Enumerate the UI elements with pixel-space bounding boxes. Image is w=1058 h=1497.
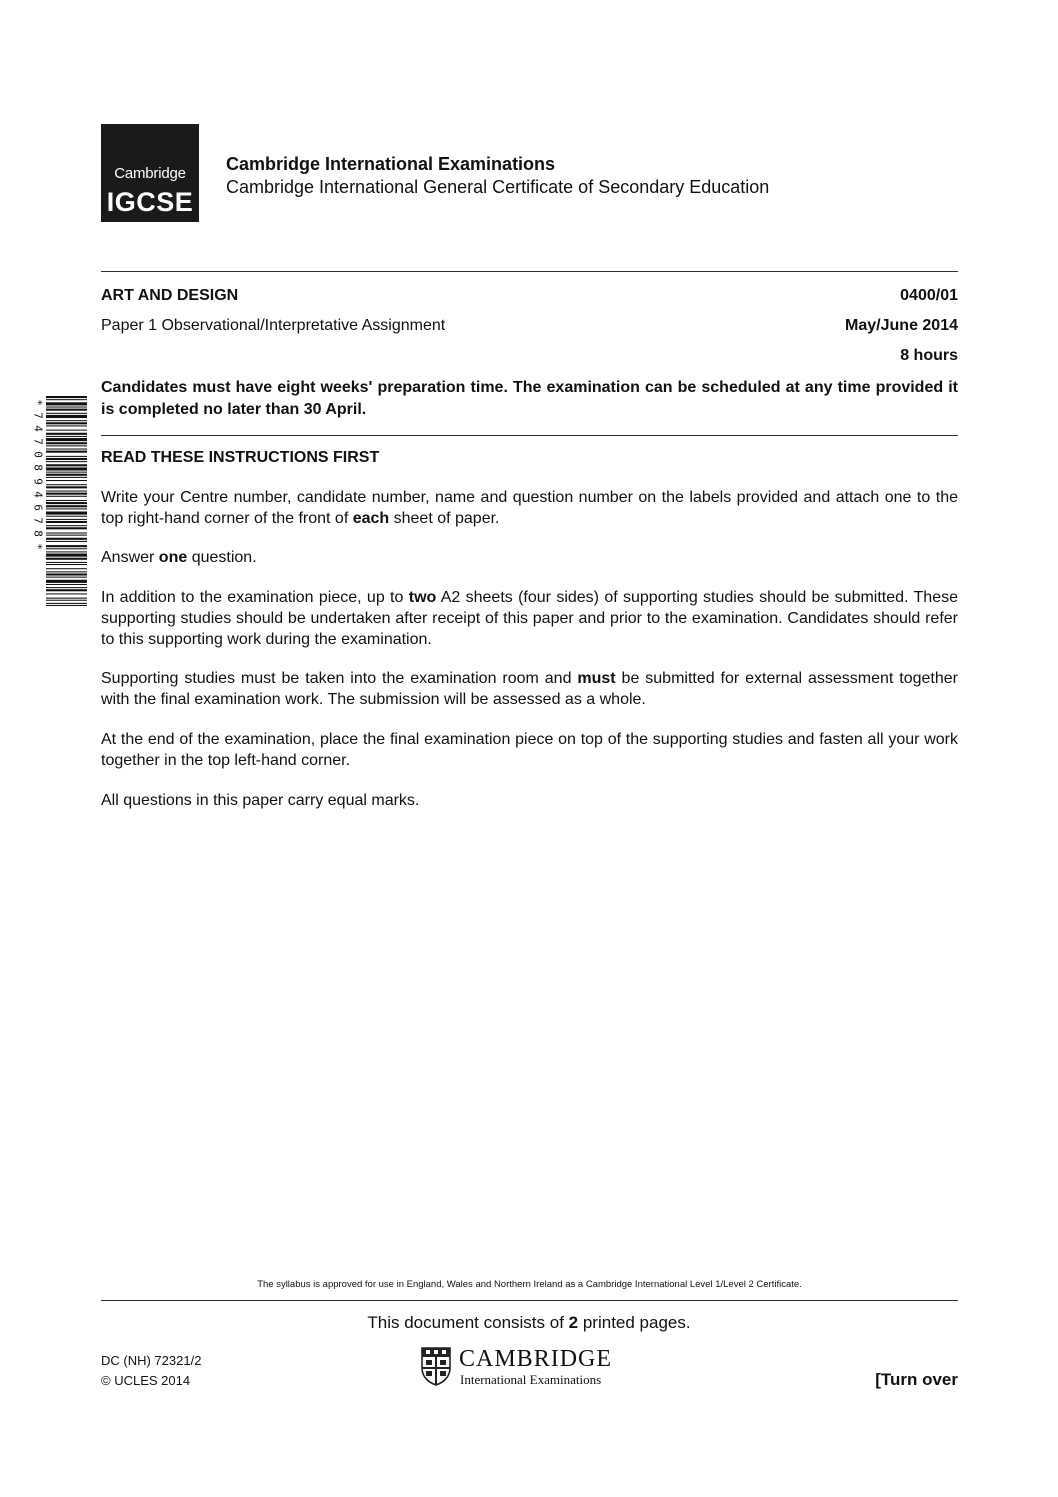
instruction-emphasis: one <box>158 549 188 566</box>
instruction-fasten: At the end of the examination, place the final examination piece on top of the supporting studies and fasten all your work together in the top left-hand corner. <box>101 731 958 769</box>
instruction-marks: All questions in this paper carry equal marks. <box>101 792 420 809</box>
barcode-bar <box>46 564 87 565</box>
barcode-bar <box>46 554 87 557</box>
barcode-bar <box>46 474 87 476</box>
instruction-labels <box>101 487 958 529</box>
barcode-bar <box>46 396 87 398</box>
barcode-bar <box>46 580 87 583</box>
barcode-bar <box>46 568 87 569</box>
barcode-digit: * <box>31 543 45 550</box>
barcode-bar <box>46 458 87 460</box>
instruction-text: Supporting studies must be taken into the examination room and <box>101 670 578 687</box>
barcode-digit: 8 <box>31 530 45 537</box>
document-code: DC (NH) 72321/2 <box>101 1353 202 1368</box>
barcode-bar <box>46 584 87 585</box>
turn-over: [Turn over <box>875 1370 958 1389</box>
page-count-number: 2 <box>568 1313 579 1332</box>
barcode-bar <box>46 484 87 485</box>
cambridge-wordmark-sub: International Examinations <box>460 1372 602 1387</box>
instruction-text: Write your Centre number, candidate number, name and question number on the labels provided and attach one to the top right-hand corner of the front of <box>101 489 958 527</box>
barcode-digit: 4 <box>31 490 45 498</box>
barcode-bar <box>46 445 87 446</box>
barcode-bar <box>46 420 87 421</box>
barcode-bar <box>46 519 87 520</box>
instruction-text: be submitted for external assessment together with the final examination work. The submission will be assessed as a whole. <box>101 670 958 708</box>
logo-big-text: IGCSE <box>106 187 194 217</box>
instruction-supporting-studies <box>101 587 958 650</box>
crest-icon <box>420 1346 452 1386</box>
barcode-bar <box>46 525 87 526</box>
barcode-bar <box>46 512 87 515</box>
barcode-bar <box>46 551 87 552</box>
barcode-bar <box>46 451 87 453</box>
barcode-bar <box>46 587 87 588</box>
barcode-bar <box>46 527 87 529</box>
barcode-bar <box>46 409 87 411</box>
barcode-digit: 8 <box>31 464 45 472</box>
barcode-bar <box>46 486 87 488</box>
barcode-bar <box>46 600 87 601</box>
barcode-bar <box>46 399 87 400</box>
syllabus-note: The syllabus is approved for use in England, Wales and Northern Ireland as a Cambridge International Level 1/Level 2 Certificate. <box>257 1279 802 1290</box>
barcode-bar <box>46 562 87 563</box>
paper-code: 0400/01 <box>900 287 958 304</box>
barcode-bar <box>46 538 87 540</box>
exam-duration: 8 hours <box>900 347 958 364</box>
barcode-bar <box>46 461 87 462</box>
barcode-digit: 4 <box>31 425 45 433</box>
barcode-bar <box>46 589 87 591</box>
barcode-bar <box>46 480 87 481</box>
footer-divider <box>101 1300 958 1301</box>
barcode-bar <box>46 456 87 457</box>
barcode-bar <box>46 558 87 560</box>
barcode-bar <box>46 535 87 536</box>
instruction-text: In addition to the examination piece, up to <box>101 589 409 606</box>
subject-title: ART AND DESIGN <box>101 287 239 304</box>
instructions-heading: READ THESE INSTRUCTIONS FIRST <box>101 449 380 466</box>
exam-session: May/June 2014 <box>845 317 958 334</box>
barcode-digit: 6 <box>31 503 45 511</box>
barcode-digit: 9 <box>31 477 45 485</box>
barcode-bar <box>46 402 87 405</box>
instruction-text: sheet of paper. <box>389 510 500 527</box>
instruction-text: A2 sheets (four sides) of supporting studies should be submitted. These supporting studies should be undertaken after receipt of this paper and prior to the examination. Candidates should refer to this supporting work during the examination. <box>101 589 959 648</box>
page-count-text: This document consists of <box>367 1313 569 1332</box>
instruction-text: question. <box>187 549 257 566</box>
barcode-bar <box>46 521 87 523</box>
page-count-text: printed pages. <box>578 1313 691 1332</box>
instruction-text: Answer <box>101 549 159 566</box>
barcode-bar <box>46 422 87 424</box>
barcode-digit: 7 <box>31 438 45 446</box>
barcode-bars <box>46 396 87 606</box>
qualification-name: Cambridge International General Certificate of Secondary Education <box>226 177 770 197</box>
barcode-bar <box>46 603 87 604</box>
logo-small-text: Cambridge <box>114 165 186 182</box>
barcode-bar <box>46 472 87 473</box>
barcode-bar <box>46 493 87 495</box>
barcode-bar <box>46 464 87 466</box>
barcode-bar <box>46 430 87 431</box>
cambridge-igcse-logo <box>101 124 199 222</box>
copyright: © UCLES 2014 <box>101 1373 191 1388</box>
barcode-digit: 7 <box>31 517 45 524</box>
page-count-note <box>0 1313 1058 1333</box>
barcode-bar <box>46 425 87 426</box>
barcode-bar <box>46 505 87 507</box>
top-divider <box>101 271 958 272</box>
barcode-bar <box>46 577 87 578</box>
barcode-bar <box>46 449 87 450</box>
barcode-bar <box>46 545 87 547</box>
barcode-digits <box>31 396 45 606</box>
barcode-bar <box>46 467 87 470</box>
barcode-bar <box>46 548 87 549</box>
barcode-bar <box>46 605 87 606</box>
barcode-bar <box>46 502 87 504</box>
barcode-bar <box>46 407 87 408</box>
barcode-bar <box>46 477 87 478</box>
barcode-bar <box>46 442 87 444</box>
barcode-bar <box>46 491 87 492</box>
preparation-notice: Candidates must have eight weeks' preparation time. The examination can be scheduled at any time provided it is completed no later than 30 April. <box>101 379 958 418</box>
barcode-bar <box>46 438 87 441</box>
barcode-bar <box>46 593 87 594</box>
barcode-bar <box>46 436 87 437</box>
barcode-digit: 0 <box>31 451 45 459</box>
instructions-divider <box>101 435 958 436</box>
barcode-bar <box>46 571 87 572</box>
instruction-submission <box>101 668 958 710</box>
barcode-bar <box>46 413 87 414</box>
barcode <box>29 396 89 606</box>
barcode-bar <box>46 415 87 418</box>
barcode-bar <box>46 598 87 599</box>
barcode-digit: * <box>31 399 45 406</box>
barcode-bar <box>46 433 87 435</box>
barcode-bar <box>46 573 87 575</box>
organisation-name: Cambridge International Examinations <box>226 154 556 174</box>
instruction-emphasis: must <box>577 670 616 687</box>
paper-name: Paper 1 Observational/Interpretative Assignment <box>101 317 446 334</box>
barcode-bar <box>46 541 87 542</box>
barcode-bar <box>46 516 87 517</box>
barcode-bar <box>46 496 87 497</box>
barcode-bar <box>46 500 87 501</box>
barcode-bar <box>46 533 87 534</box>
barcode-digit: 7 <box>31 412 45 419</box>
instruction-answer <box>101 547 958 568</box>
barcode-bar <box>46 508 87 509</box>
instruction-emphasis: each <box>352 510 390 527</box>
cambridge-wordmark: CAMBRIDGE <box>459 1346 613 1372</box>
instruction-emphasis: two <box>408 589 437 606</box>
